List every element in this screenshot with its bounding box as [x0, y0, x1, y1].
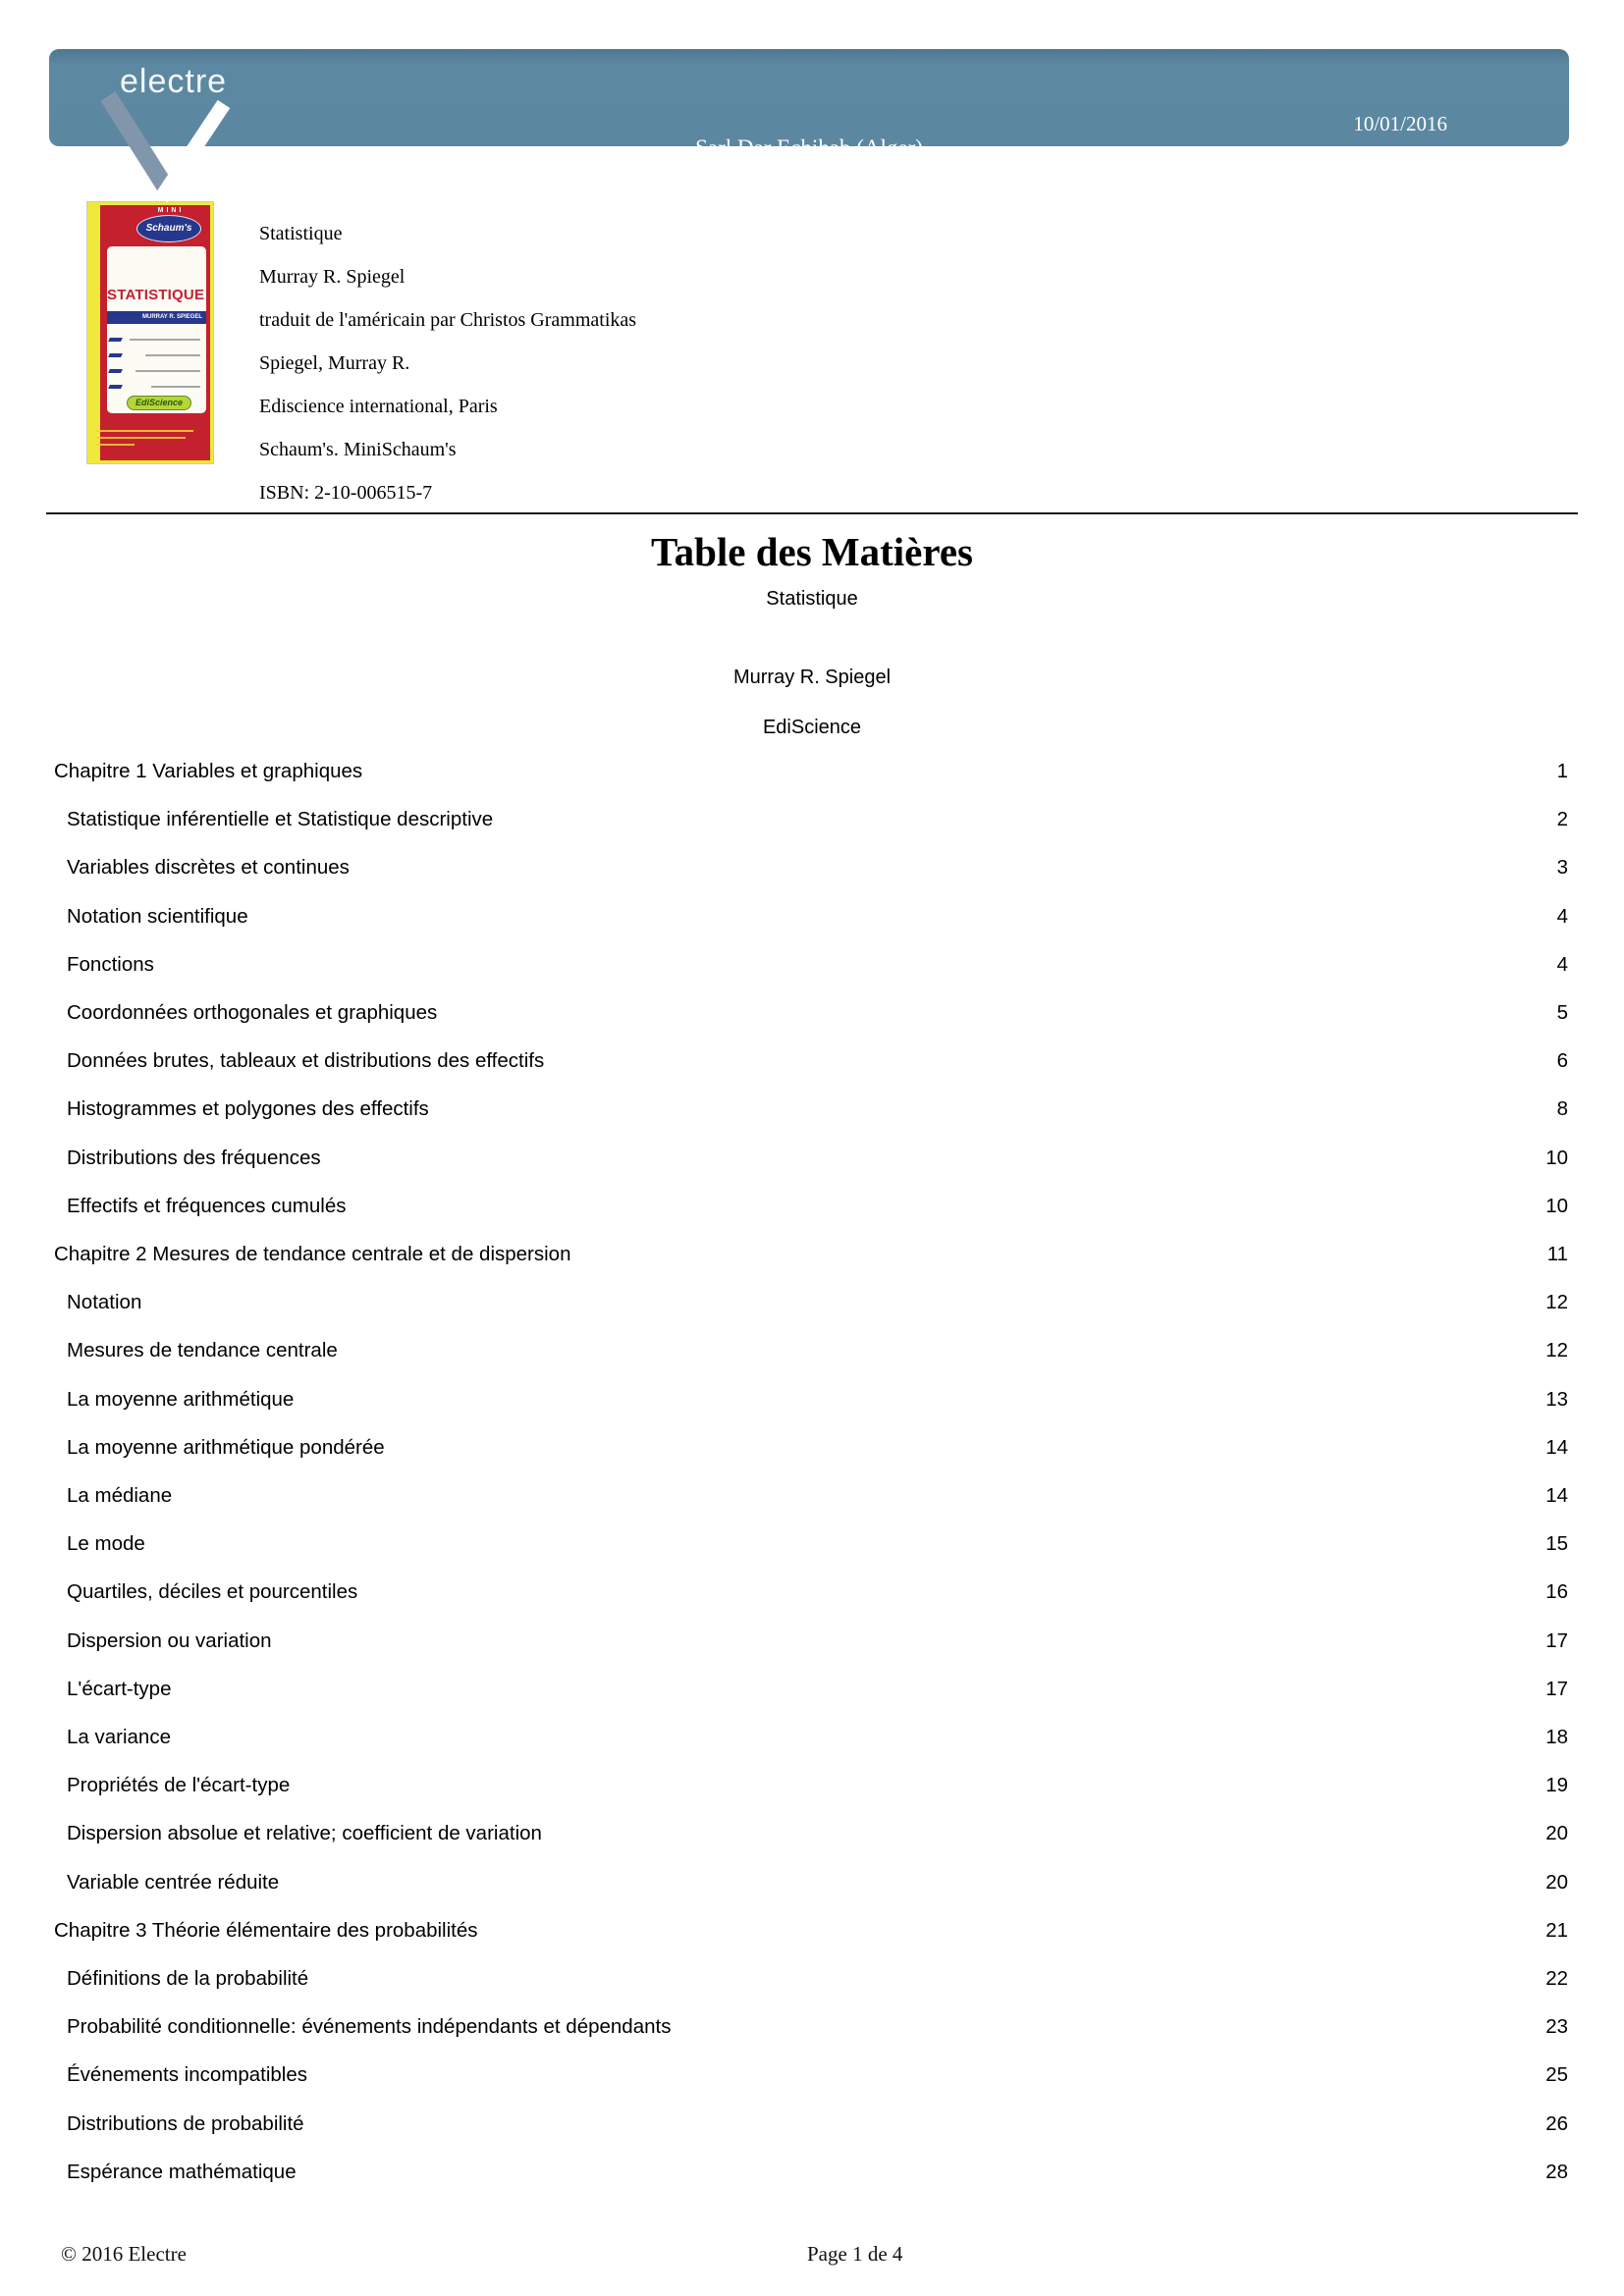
toc-entry-page: 12: [1545, 1339, 1568, 1362]
toc-entry-page: 1: [1556, 760, 1568, 782]
toc-entry-label: Variable centrée réduite: [67, 1870, 280, 1894]
toc-entry-label: Événements incompatibles: [67, 2063, 307, 2087]
cover-bullet: [108, 353, 123, 357]
toc-entry-label: Mesures de tendance centrale: [67, 1339, 338, 1362]
toc-row: [67, 854, 1568, 881]
toc-entry-page: 3: [1556, 856, 1568, 880]
toc-row: [67, 999, 1568, 1026]
toc-row: [67, 1820, 1568, 1846]
toc-row: [54, 1917, 1568, 1944]
cover-text-line: [135, 370, 200, 372]
toc-entry-label: Chapitre 1 Variables et graphiques: [54, 760, 363, 782]
toc-row: [67, 1193, 1568, 1219]
toc-entry-label: Chapitre 3 Théorie élémentaire des probabilités: [54, 1918, 478, 1942]
book-cover-thumbnail: [86, 201, 214, 464]
toc-entry-label: Chapitre 2 Mesures de tendance centrale et de dispersion: [54, 1243, 571, 1265]
toc-entry-page: 23: [1545, 2015, 1568, 2039]
toc-entry-label: Distributions des fréquences: [67, 1146, 321, 1169]
toc-entry-page: 10: [1545, 1194, 1568, 1217]
toc-entry-page: 5: [1556, 1001, 1568, 1024]
record-translation: traduit de l'américain par Christos Grammatikas: [259, 309, 637, 331]
toc-entry-page: 11: [1546, 1243, 1568, 1265]
print-date: 10/01/2016: [1353, 112, 1447, 135]
toc-entry-page: 21: [1545, 1918, 1568, 1942]
header-bar: [49, 49, 1569, 166]
cover-footer-line: [95, 437, 186, 439]
cover-title: STATISTIQUE: [107, 287, 205, 303]
toc-entry-label: Propriétés de l'écart-type: [67, 1774, 291, 1797]
toc-row: [67, 1676, 1568, 1702]
toc-row: [67, 1386, 1568, 1413]
book-record: [259, 212, 1143, 514]
toc-entry-page: 8: [1556, 1097, 1568, 1121]
toc-entry-label: Histogrammes et polygones des effectifs: [67, 1097, 429, 1121]
cover-author-band: MURRAY R. SPIEGEL: [107, 311, 206, 324]
toc-entry-label: Statistique inférentielle et Statistique descriptive: [67, 808, 494, 831]
cover-series-top: MINI: [157, 207, 185, 214]
record-publisher: Ediscience international, Paris: [259, 396, 498, 417]
cover-bullet: [108, 369, 123, 373]
cover-white-panel: [107, 246, 206, 413]
toc-entry-label: Notation: [67, 1291, 142, 1314]
toc-entry-label: Fonctions: [67, 952, 154, 976]
toc-entry-label: Espérance mathématique: [67, 2160, 297, 2183]
toc-row: [67, 1530, 1568, 1557]
toc-entry-page: 17: [1545, 1629, 1568, 1652]
footer-copyright: © 2016 Electre: [61, 2242, 187, 2266]
cover-publisher-badge: EdiScience: [127, 396, 191, 410]
record-collection: Schaum's. MiniSchaum's: [259, 439, 457, 460]
toc-entry-label: Dispersion ou variation: [67, 1629, 272, 1652]
toc-entry-label: La moyenne arithmétique: [67, 1387, 295, 1411]
toc-row: [67, 2061, 1568, 2088]
cover-text-line: [151, 386, 200, 388]
toc-row: [67, 1578, 1568, 1605]
toc-row: [67, 903, 1568, 930]
cover-text-line: [130, 339, 200, 341]
toc-entry-page: 18: [1545, 1726, 1568, 1748]
toc-entry-page: 15: [1545, 1532, 1568, 1556]
toc-entry-page: 20: [1545, 1822, 1568, 1845]
horizontal-divider: [46, 512, 1578, 514]
toc-entry-page: 22: [1545, 1967, 1568, 1990]
toc-entry-page: 14: [1545, 1484, 1568, 1507]
cover-footer-line: [95, 444, 135, 446]
toc-entry-page: 4: [1556, 952, 1568, 976]
toc-entry-page: 20: [1545, 1870, 1568, 1894]
toc-entry-label: Effectifs et fréquences cumulés: [67, 1194, 347, 1217]
toc-entry-page: 14: [1545, 1435, 1568, 1459]
print-source: Source: Impression: [1287, 142, 1447, 166]
toc-subtitle: Statistique: [766, 588, 858, 610]
toc-entry-label: Dispersion absolue et relative; coefficient de variation: [67, 1822, 542, 1845]
record-title: Statistique: [259, 223, 343, 244]
toc-entry-label: L'écart-type: [67, 1677, 172, 1700]
toc-entry-label: Notation scientifique: [67, 904, 248, 928]
toc-row: [67, 2110, 1568, 2137]
toc-row: [67, 1337, 1568, 1363]
toc-row: [67, 1434, 1568, 1461]
toc-entry-page: 13: [1545, 1387, 1568, 1411]
toc-entry-label: Le mode: [67, 1532, 145, 1556]
toc-row: [67, 806, 1568, 832]
toc-entry-label: Données brutes, tableaux et distributions des effectifs: [67, 1049, 545, 1073]
toc-entry-page: 16: [1545, 1580, 1568, 1604]
toc-publisher: EdiScience: [762, 717, 862, 738]
toc-entry-page: 10: [1545, 1146, 1568, 1169]
toc-row: [67, 1965, 1568, 1992]
record-author: Murray R. Spiegel: [259, 266, 406, 288]
record-author-sort: Spiegel, Murray R.: [259, 352, 410, 374]
toc-row: [54, 758, 1568, 784]
toc-row: [67, 951, 1568, 978]
toc-row: [67, 2013, 1568, 2040]
toc-row: [67, 1047, 1568, 1074]
cover-series-badge: Schaum's: [136, 215, 201, 242]
footer-page-indicator: Page 1 de 4: [807, 2242, 903, 2266]
electre-logo-text: electre: [120, 63, 228, 100]
toc-entry-label: Distributions de probabilité: [67, 2111, 304, 2135]
toc-row: [67, 2159, 1568, 2185]
toc-entry-label: Quartiles, déciles et pourcentiles: [67, 1580, 358, 1604]
toc-row: [67, 1869, 1568, 1896]
toc-entry-page: 2: [1556, 808, 1568, 831]
toc-row: [67, 1628, 1568, 1654]
toc-title: Table des Matières: [651, 529, 973, 574]
toc-row: [67, 1724, 1568, 1750]
toc-row: [67, 1772, 1568, 1798]
toc-entry-page: 26: [1545, 2111, 1568, 2135]
toc-entry-label: Définitions de la probabilité: [67, 1967, 309, 1990]
toc-entry-page: 17: [1545, 1677, 1568, 1700]
organization-name: Sarl Dar Echihab (Alger): [695, 135, 923, 160]
toc-entry-label: La médiane: [67, 1484, 173, 1507]
cover-bullet: [108, 385, 123, 389]
record-isbn: ISBN: 2-10-006515-7: [259, 482, 433, 504]
toc-entry-label: Probabilité conditionnelle: événements indépendants et dépendants: [67, 2015, 672, 2039]
toc-entry-label: La moyenne arithmétique pondérée: [67, 1435, 385, 1459]
toc-row: [54, 1241, 1568, 1267]
toc-entry-label: Coordonnées orthogonales et graphiques: [67, 1001, 438, 1024]
toc-entry-label: Variables discrètes et continues: [67, 856, 350, 880]
cover-footer-line: [95, 430, 193, 432]
toc-entry-page: 19: [1545, 1774, 1568, 1797]
toc-entry-page: 28: [1545, 2160, 1568, 2183]
toc-entry-page: 6: [1556, 1049, 1568, 1073]
cover-text-line: [145, 354, 200, 356]
toc-author: Murray R. Spiegel: [732, 667, 892, 688]
toc-row: [67, 1095, 1568, 1122]
toc-row: [67, 1289, 1568, 1315]
toc-entry-page: 25: [1545, 2063, 1568, 2087]
toc-entry-page: 12: [1545, 1291, 1568, 1314]
toc-entry-page: 4: [1556, 904, 1568, 928]
toc-entry-label: La variance: [67, 1726, 171, 1748]
toc-row: [67, 1482, 1568, 1509]
cover-bullet: [108, 338, 123, 342]
toc-row: [67, 1145, 1568, 1171]
